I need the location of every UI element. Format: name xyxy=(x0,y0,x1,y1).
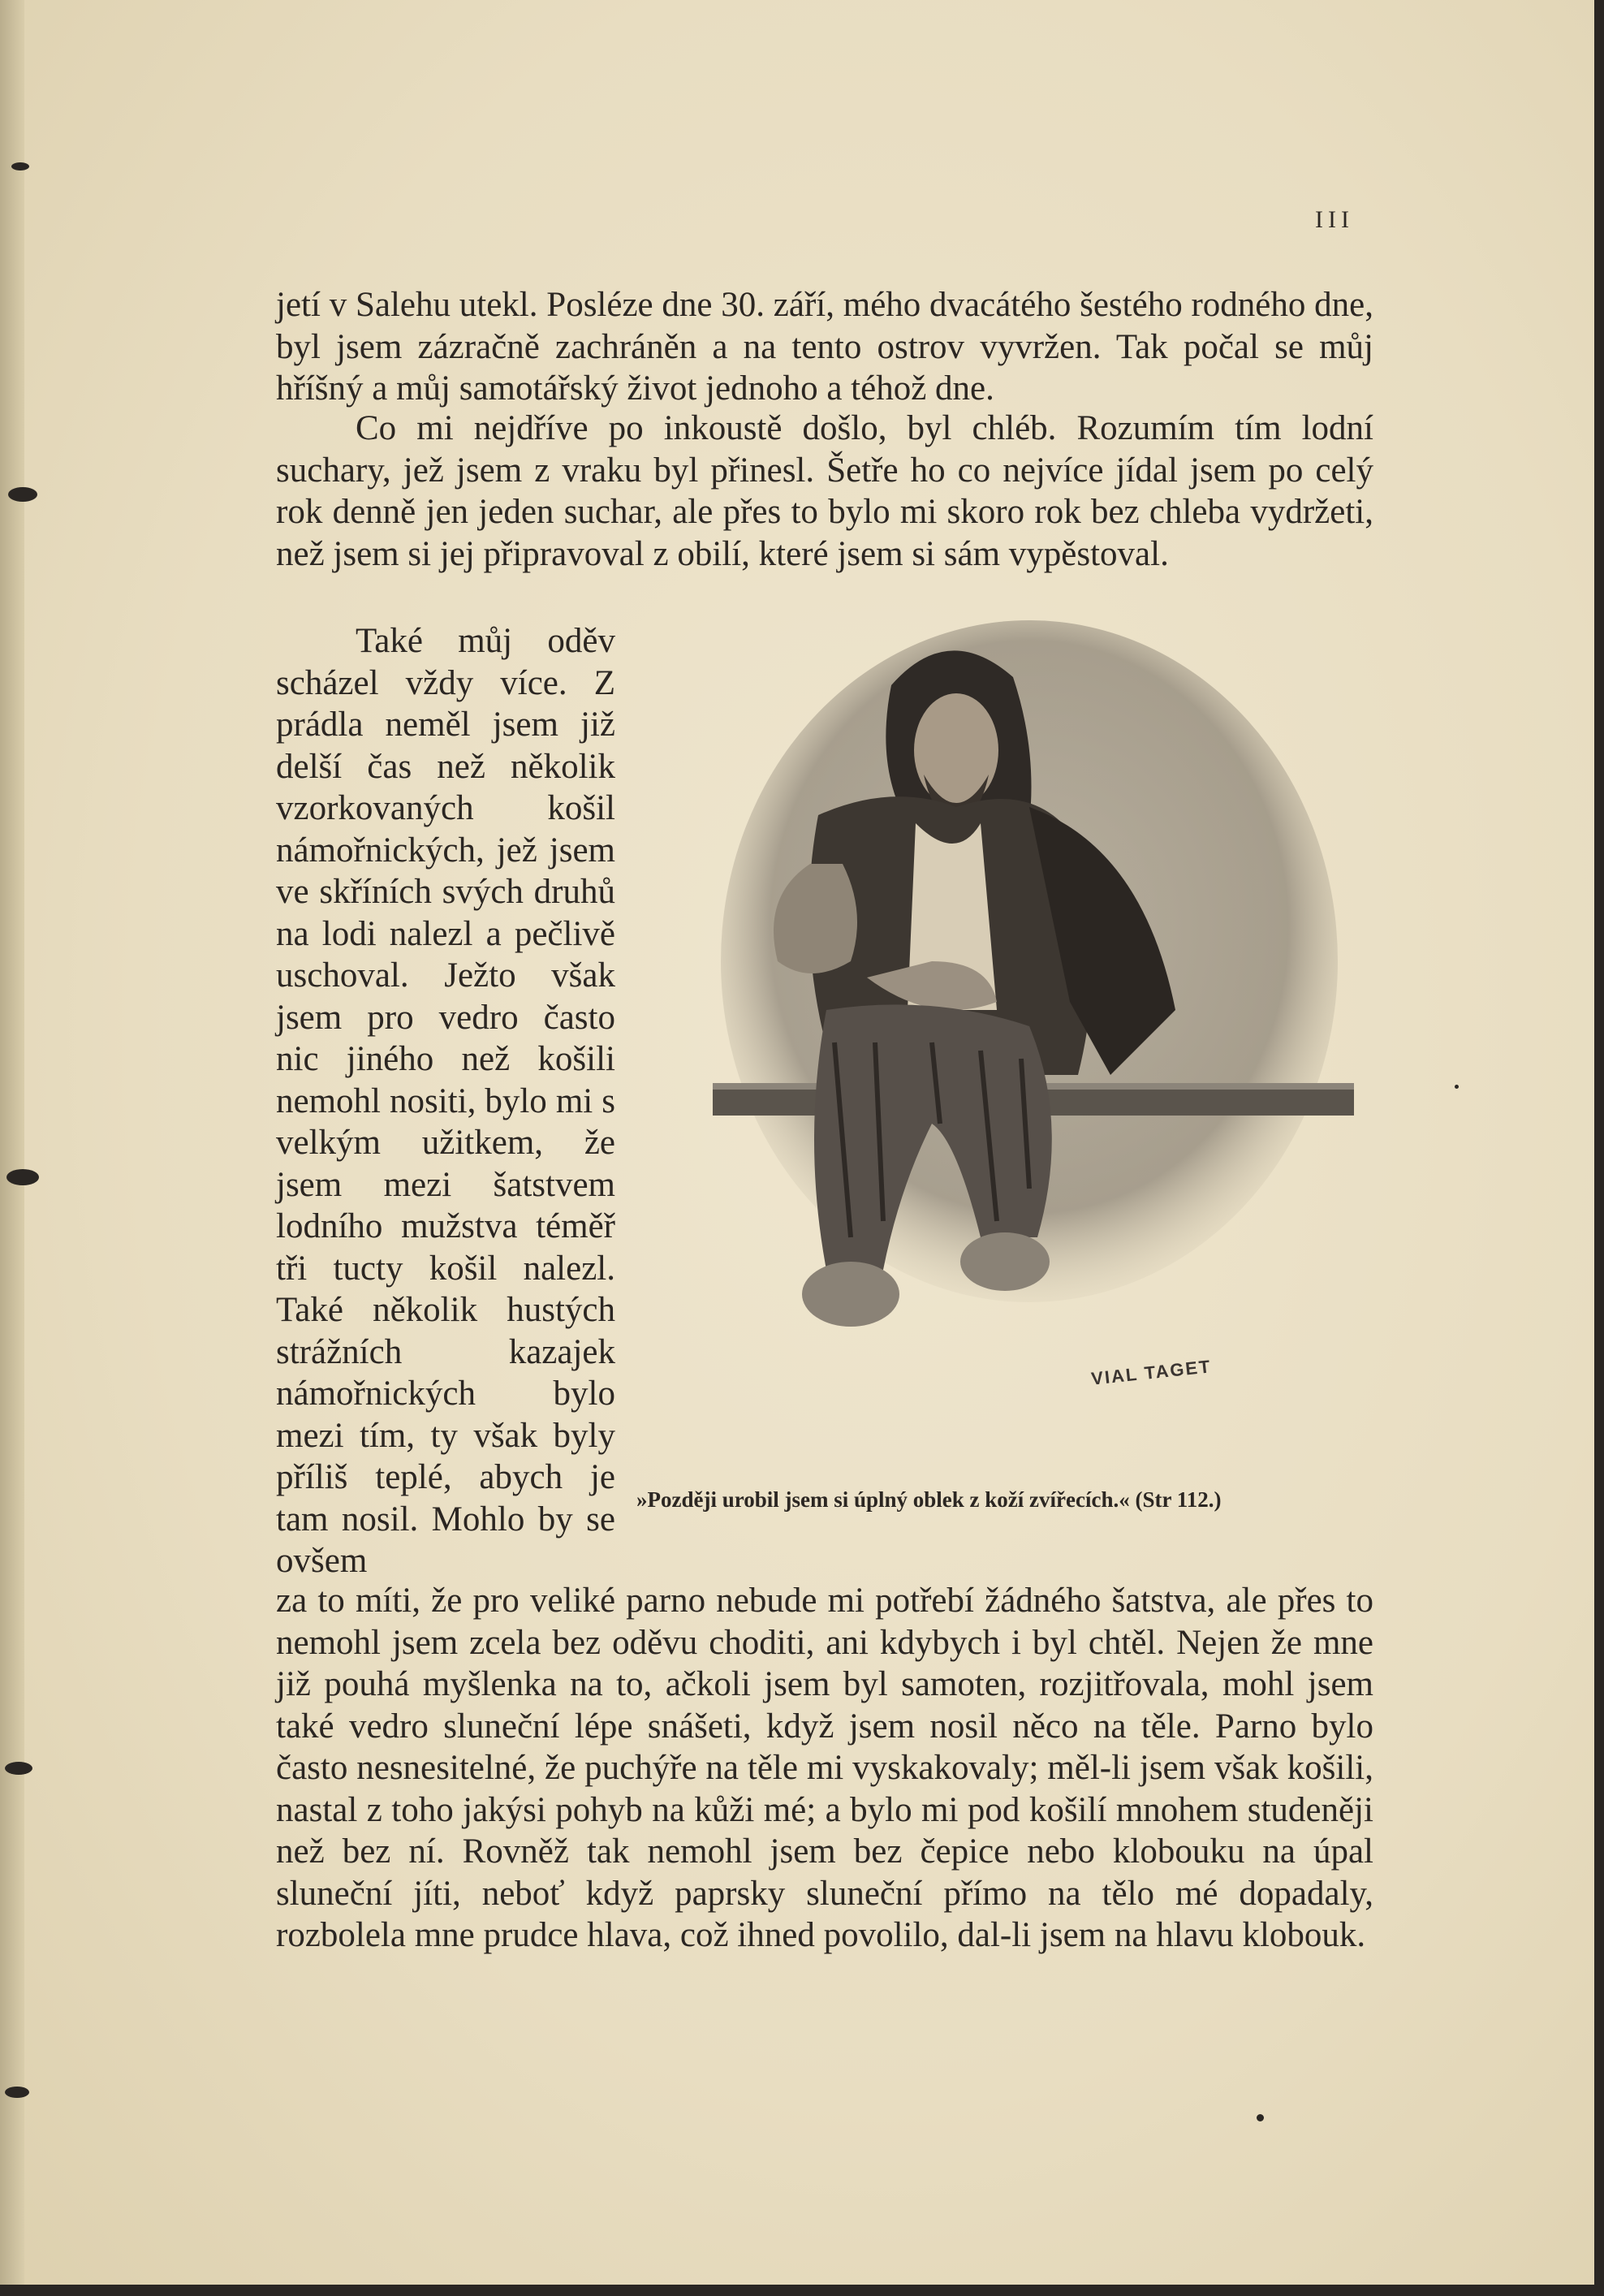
margin-mark xyxy=(6,1169,39,1185)
paragraph-4: za to míti, že pro veliké parno nebude mi potřebí žádného šatstva, ale přes to nemohl jsem zcela bez oděvu choditi, ani kdybych i byl chtěl. Nejen že mne již pouhá myšlenka na to, ačkoli jsem byl samoten, rozjitřovala, mohl jsem také vedro sluneční lépe snášeti, když jsem nosil něco na těle. Parno bylo často nesnesitelné, že puchýře na těle mi vyskakovaly; měl-li jsem však košili, nastal z toho jakýsi pohyb na kůži mé; a bylo mi pod košilí mnohem studeněji než bez ní. Rovněž tak nemohl jsem bez čepice nebo klobouku na úpal sluneční jíti, neboť když paprsky sluneční přímo na tělo mé dopadaly, rozbolela mne prudce hlava, což ihned povolilo, dal-li jsem na hlavu klobouk. xyxy=(276,1582,1373,1954)
scan-border-right xyxy=(1594,0,1604,2296)
page-binding-edge xyxy=(0,0,24,2296)
illustration-caption: »Později urobil jsem si úplný oblek z koží zvířecích.« (Str 112.) xyxy=(636,1487,1222,1512)
paragraph-2: Co mi nejdříve po inkoustě došlo, byl chléb. Rozumím tím lodní suchary, jež jsem z vraku byl přinesl. Šetře ho co nejvíce jídal jsem po celý rok denně jen jeden suchar, ale přes to bylo mi skoro rok bez chleba vydržeti, než jsem si jej připravoval z obilí, které jsem si sám vypěstoval. xyxy=(276,409,1373,573)
margin-mark xyxy=(5,2087,29,2098)
margin-mark xyxy=(1257,2114,1264,2121)
page-number: III xyxy=(1315,206,1354,233)
margin-mark xyxy=(8,487,37,502)
paragraph-1: jetí v Salehu utekl. Posléze dne 30. září, mého dvacátého šestého rodného dne, byl jsem zázračně zachráněn a na tento ostrov vyvržen. Tak počal se můj hříšný a můj samotářský život jednoho a téhož dne. xyxy=(276,286,1373,408)
margin-mark xyxy=(1455,1085,1459,1089)
castaway-illustration xyxy=(688,620,1383,1440)
scan-border-bottom xyxy=(0,2285,1604,2296)
margin-mark xyxy=(11,162,29,170)
margin-mark xyxy=(5,1762,32,1775)
paragraph-3: Také můj oděv scházel vždy více. Z prádla neměl jsem již delší čas než několik vzorkovaných košil námořnických, jež jsem ve skříních svých druhů na lodi nalezl a pečlivě uschoval. Ježto však jsem pro vedro často nic jiného než košili nemohl nositi, bylo mi s velkým užitkem, že jsem mezi šatstvem lodního mužstva téměř tři tucty košil nalezl. Také několik hustých strážních kazajek námořnických bylo mezi tím, ty však byly příliš teplé, abych je tam nosil. Mohlo by se ovšem xyxy=(276,622,615,1580)
artist-signature: VIAL TAGET xyxy=(1090,1356,1213,1389)
